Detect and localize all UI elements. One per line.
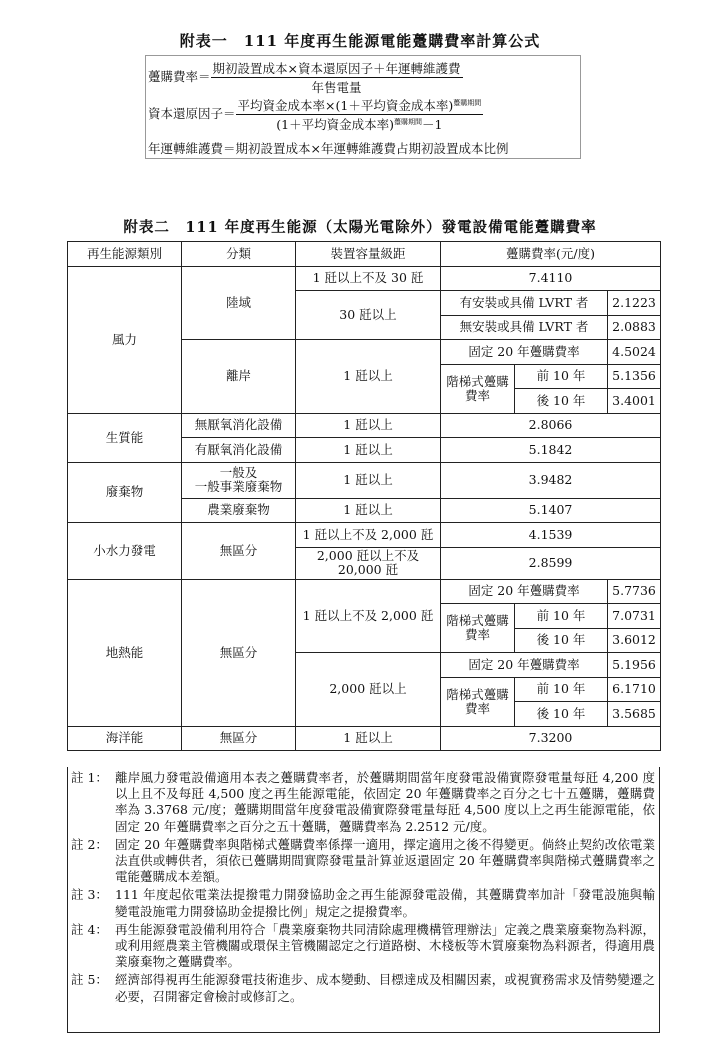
biomass-with-ad: 有厭氧消化設備 (182, 438, 296, 463)
note-5: 註 5： 經濟部得視再生能源發電技術進步、成本變動、目標達成及相關因素，或視實務需求及情勢變遷之必要，召開審定會檢討或修訂之。 (71, 972, 655, 1004)
formula-tariff-denominator: 年售電量 (311, 80, 362, 95)
geo-r2-first10: 前 10 年 (515, 677, 608, 702)
geo-subtype: 無區分 (182, 579, 296, 726)
ocean-category: 海洋能 (68, 726, 182, 751)
formula-tariff-fraction (211, 59, 463, 96)
formula-box (145, 55, 581, 159)
waste-general-rate: 3.9482 (441, 462, 661, 498)
formula-om: 年運轉維護費＝期初設置成本×年運轉維護費占期初設置成本比例 (148, 141, 509, 156)
table-row (68, 726, 661, 751)
waste-agri-rate: 5.1407 (441, 498, 661, 523)
wind-fixed20-rate: 4.5024 (608, 340, 661, 365)
wind-category: 風力 (68, 266, 182, 413)
tariff-table (67, 241, 661, 751)
hydro-subtype: 無區分 (182, 523, 296, 580)
waste-agri-range: 1 瓩以上 (296, 498, 441, 523)
geo-r2-fixed20: 固定 20 年躉購費率 (441, 653, 608, 678)
biomass-with-ad-rate: 5.1842 (441, 438, 661, 463)
wind-last10: 後 10 年 (515, 389, 608, 414)
wind-offshore-range: 1 瓩以上 (296, 340, 441, 414)
hydro-rate1: 4.1539 (441, 523, 661, 548)
formula-crf-denominator: (1＋平均資金成本率)$^{躉購期間}$－1 (276, 117, 443, 132)
geo-r2-last10-rate: 3.5685 (608, 702, 661, 727)
geo-r1-tiered: 階梯式躉購費率 (441, 604, 515, 653)
wind-lvrt-no-rate: 2.0883 (608, 315, 661, 340)
wind-onshore-large-range: 30 瓩以上 (296, 291, 441, 340)
geo-r2-last10: 後 10 年 (515, 702, 608, 727)
header-subtype: 分類 (182, 242, 296, 267)
formula-tariff-lhs: 躉購費率＝ (148, 69, 211, 84)
table-header-row (68, 242, 661, 267)
waste-general: 一般及 一般事業廢棄物 (182, 462, 296, 498)
biomass-without-ad: 無厭氧消化設備 (182, 413, 296, 438)
formula-tariff-numerator: 期初設置成本×資本還原因子＋年運轉維護費 (212, 61, 461, 76)
formula-tariff (148, 59, 463, 96)
table-row (68, 462, 661, 498)
formula-crf-fraction (236, 96, 484, 133)
hydro-rate2: 2.8599 (441, 547, 661, 579)
geo-r1-fixed20-rate: 5.7736 (608, 579, 661, 604)
hydro-range1: 1 瓩以上不及 2,000 瓩 (296, 523, 441, 548)
table-row (68, 266, 661, 291)
hydro-range2: 2,000 瓩以上不及 20,000 瓩 (296, 547, 441, 579)
biomass-with-ad-range: 1 瓩以上 (296, 438, 441, 463)
wind-first10: 前 10 年 (515, 364, 608, 389)
waste-agri: 農業廢棄物 (182, 498, 296, 523)
geo-r2-first10-rate: 6.1710 (608, 677, 661, 702)
wind-lvrt-yes-rate: 2.1223 (608, 291, 661, 316)
geo-r1-last10: 後 10 年 (515, 628, 608, 653)
wind-last10-rate: 3.4001 (608, 389, 661, 414)
wind-tiered: 階梯式躉購費率 (441, 364, 515, 413)
biomass-without-ad-rate: 2.8066 (441, 413, 661, 438)
header-category: 再生能源類別 (68, 242, 182, 267)
waste-category: 廢棄物 (68, 462, 182, 523)
note-4: 註 4： 再生能源發電設備利用符合「農業廢棄物共同清除處理機構管理辦法」定義之農業廢棄物為料源，或利用經農業主管機關或環保主管機關認定之行道路樹、木棧板等木質廢棄物為料源者，得適用農業廢棄物之躉購費率。 (71, 921, 655, 970)
formula-crf-lhs: 資本還原因子＝ (148, 106, 236, 121)
wind-onshore-small-rate: 7.4110 (441, 266, 661, 291)
geo-r1-first10-rate: 7.0731 (608, 604, 661, 629)
note-3: 註 3： 111 年度起依電業法提撥電力開發協助金之再生能源發電設備，其躉購費率加計「發電設施與輸變電設施電力開發協助金提撥比例」規定之提撥費率。 (71, 887, 655, 919)
ocean-rate: 7.3200 (441, 726, 661, 751)
hydro-category: 小水力發電 (68, 523, 182, 580)
table-row (68, 579, 661, 604)
note-1: 註 1： 離岸風力發電設備適用本表之躉購費率者，於躉購期間當年度發電設備實際發電量每瓩 4,200 度以上且不及每瓩 4,500 度之再生能源電能，依固定 20 年躉購費率之百分之七十五躉購，躉購費率為 3.3768 元/度；躉購期間當年度發電設備實際發電量每瓩 4,500 度以上之再生能源電能，依固定 20 年躉購費率之百分之五十躉購，躉購費率為 2.2512 元/度。 (71, 770, 655, 834)
biomass-category: 生質能 (68, 413, 182, 462)
wind-lvrt-no: 無安裝或具備 LVRT 者 (441, 315, 608, 340)
ocean-range: 1 瓩以上 (296, 726, 441, 751)
geo-range2: 2,000 瓩以上 (296, 653, 441, 727)
biomass-without-ad-range: 1 瓩以上 (296, 413, 441, 438)
geo-r1-fixed20: 固定 20 年躉購費率 (441, 579, 608, 604)
wind-fixed20: 固定 20 年躉購費率 (441, 340, 608, 365)
wind-onshore-small-range: 1 瓩以上不及 30 瓩 (296, 266, 441, 291)
header-rate: 躉購費率(元/度) (441, 242, 661, 267)
wind-onshore: 陸域 (182, 266, 296, 340)
geo-r2-tiered: 階梯式躉購費率 (441, 677, 515, 726)
geo-range1: 1 瓩以上不及 2,000 瓩 (296, 579, 441, 653)
wind-lvrt-yes: 有安裝或具備 LVRT 者 (441, 291, 608, 316)
geo-r1-last10-rate: 3.6012 (608, 628, 661, 653)
wind-first10-rate: 5.1356 (608, 364, 661, 389)
geo-r2-fixed20-rate: 5.1956 (608, 653, 661, 678)
header-capacity: 裝置容量級距 (296, 242, 441, 267)
annex2-title: 附表二 111 年度再生能源（太陽光電除外）發電設備電能躉購費率 (123, 219, 597, 236)
waste-general-range: 1 瓩以上 (296, 462, 441, 498)
formula-crf-numerator: 平均資金成本率×(1＋平均資金成本率)$^{躉購期間}$ (237, 98, 482, 113)
formula-crf (148, 96, 483, 133)
notes-box (67, 767, 660, 1033)
annex1-title: 附表一 111 年度再生能源電能躉購費率計算公式 (179, 32, 541, 50)
ocean-subtype: 無區分 (182, 726, 296, 751)
table-row (68, 523, 661, 548)
geo-category: 地熱能 (68, 579, 182, 726)
wind-offshore: 離岸 (182, 340, 296, 414)
note-2: 註 2： 固定 20 年躉購費率與階梯式躉購費率係擇一適用，擇定適用之後不得變更。倘終止契約改依電業法直供或轉供者，須依已躉購期間實際發電量計算並返還固定 20 年躉購費率與階梯式躉購費率之電能躉購成本差額。 (71, 836, 655, 885)
table-row (68, 413, 661, 438)
geo-r1-first10: 前 10 年 (515, 604, 608, 629)
